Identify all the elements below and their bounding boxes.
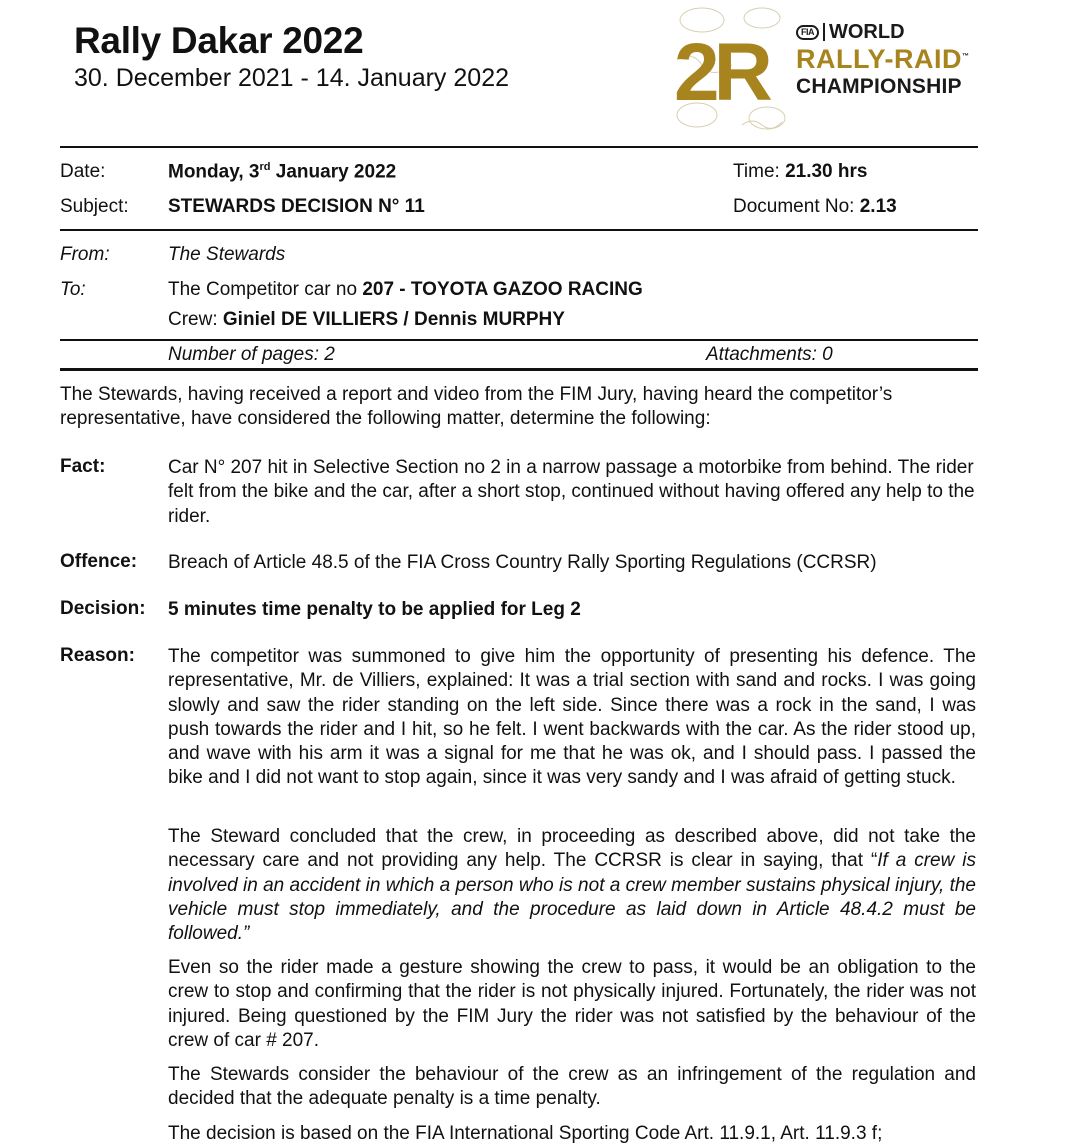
attachments-count: Attachments: 0: [706, 344, 833, 365]
reason-paragraph-2: The Steward concluded that the crew, in proceeding as described above, did not take the necessary care and not providing any help. The CCRSR is clear in saying, that “If a crew is involved in an accident in which a person who is not a crew member sustains physical injury, the vehicle must stop immediately, and the procedure as laid down in Article 48.4.2 must be followed.”: [168, 826, 976, 945]
subject-value: STEWARDS DECISION N° 11: [168, 196, 425, 217]
page-count: Number of pages: 2: [168, 344, 335, 365]
reason-paragraph-4: The Stewards consider the behaviour of the crew as an infringement of the regulation and decided that the adequate penalty is a time penalty.: [168, 1064, 976, 1110]
date-label: Date:: [60, 161, 106, 182]
time-field: Time: 21.30 hrs: [733, 161, 868, 182]
from-value: The Stewards: [168, 244, 286, 265]
date-value: Monday, 3rd January 2022: [168, 161, 397, 183]
document-number-value: 2.13: [859, 196, 897, 217]
divider: [60, 339, 978, 341]
fact-text: Car N° 207 hit in Selective Section no 2 in a narrow passage a motorbike from behind. The rider felt from the bike and the car, after a short stop, continued without having offered any help to the rider.: [168, 457, 975, 527]
decision-label: Decision:: [60, 598, 146, 619]
document-number-field: Document No: 2.13: [733, 196, 897, 217]
divider: [60, 368, 978, 371]
logo-world: WORLD: [829, 21, 905, 43]
divider: [60, 229, 978, 231]
logo-separator: [823, 23, 825, 41]
logo-text: [796, 22, 970, 97]
crew-names: Giniel DE VILLIERS / Dennis MURPHY: [222, 309, 565, 330]
reason-paragraph-1: The competitor was summoned to give him the opportunity of presenting his defence. The representative, Mr. de Villiers, explained: It was a trial section with sand and rocks. I was going slowly and saw the rider standing on the left side. Since there was a rock in the sand, I was push towards the rider and I hit, so he felt. I went backwards with the car. As the rider stood up, and wave with his arm it was a signal for me that he was ok, and I should pass. I passed the bike and I did not want to stop again, since it was very sandy and I was afraid of getting stuck.: [168, 646, 976, 789]
event-title: Rally Dakar 2022: [74, 20, 364, 61]
logo-championship: CHAMPIONSHIP: [796, 75, 962, 98]
to-label: To:: [60, 279, 86, 300]
offence-text: Breach of Article 48.5 of the FIA Cross Country Rally Sporting Regulations (CCRSR): [168, 552, 877, 573]
time-value: 21.30 hrs: [785, 161, 868, 182]
to-value: The Competitor car no 207 - TOYOTA GAZOO RACING: [168, 279, 643, 300]
reason-paragraph-3: Even so the rider made a gesture showing the crew to pass, it would be an obligation to the crew to stop and confirming that the rider is not physically injured. Fortunately, the rider was not injured. Being questioned by the FIM Jury the rider was not satisfied by the behaviour of the crew of car # 207.: [168, 957, 976, 1051]
fact-label: Fact:: [60, 456, 106, 477]
2r-logo-icon: [672, 0, 792, 135]
logo-rally-raid: RALLY-RAID™: [796, 44, 970, 74]
event-dates: 30. December 2021 - 14. January 2022: [74, 64, 509, 92]
from-label: From:: [60, 244, 110, 265]
reason-label: Reason:: [60, 645, 135, 666]
reason-paragraph-5: The decision is based on the FIA International Sporting Code Art. 11.9.1, Art. 11.9.3 f;: [168, 1123, 883, 1144]
crew-field: Crew: Giniel DE VILLIERS / Dennis MURPHY: [168, 309, 565, 330]
regulation-quote: If a crew is involved in an accident in which a person who is not a crew member sustains physical injury, the vehicle must stop immediately, and the procedure as laid down in Article 48.4.2 must be followed.”: [168, 850, 976, 945]
competitor-team: 207 - TOYOTA GAZOO RACING: [362, 279, 643, 300]
trademark-symbol: ™: [962, 53, 970, 60]
intro-paragraph: The Stewards, having received a report and video from the FIM Jury, having heard the competitor’s representative, have considered the following matter, determine the following:: [60, 384, 893, 429]
subject-label: Subject:: [60, 196, 129, 217]
championship-logo: [672, 0, 982, 135]
offence-label: Offence:: [60, 551, 138, 572]
fia-badge-icon: FIA: [796, 25, 819, 40]
svg-text:2R: 2R: [674, 27, 767, 118]
divider: [60, 146, 978, 148]
decision-text: 5 minutes time penalty to be applied for Leg 2: [168, 599, 581, 620]
